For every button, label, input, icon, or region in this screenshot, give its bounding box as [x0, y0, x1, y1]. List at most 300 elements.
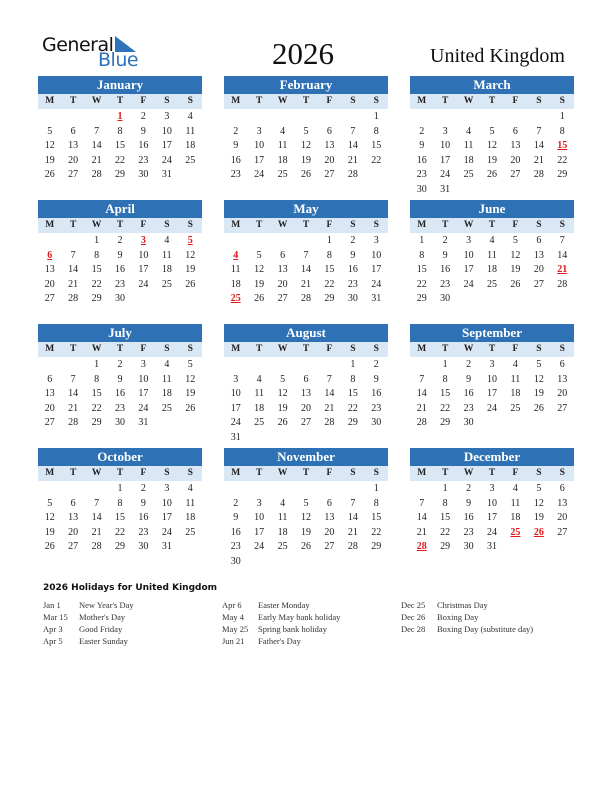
weekday-label: T — [488, 344, 496, 354]
weekday-label: F — [326, 468, 333, 478]
date-cell: 1 — [373, 483, 379, 494]
weekday-label: T — [488, 96, 496, 106]
holiday-column — [43, 599, 134, 647]
date-cell: 4 — [256, 373, 262, 385]
weekday-header-row — [38, 466, 202, 481]
date-cell: 1 — [419, 235, 425, 246]
month-title: February — [224, 76, 388, 94]
weekday-label: T — [302, 96, 310, 106]
empty-cell — [224, 482, 247, 497]
weekday-label: S — [559, 96, 565, 106]
date-cell: 8 — [373, 125, 379, 137]
weekday-label: S — [559, 468, 565, 478]
date-cell: 15 — [114, 512, 125, 523]
weekday-label: W — [91, 344, 102, 354]
date-cell: 18 — [185, 512, 196, 523]
date-cell: 27 — [533, 278, 544, 290]
weekday-label: F — [140, 344, 147, 354]
empty-cell — [38, 358, 61, 373]
date-cell: 17 — [254, 526, 265, 538]
month-april — [38, 200, 202, 307]
weekday-label: F — [326, 96, 333, 106]
date-cell: 19 — [277, 402, 288, 414]
date-cell: 30 — [138, 169, 149, 180]
date-cell: 3 — [489, 359, 495, 370]
weekday-header-row — [410, 94, 574, 109]
date-cell: 1 — [442, 483, 448, 494]
date-cell: 20 — [300, 402, 311, 414]
empty-cell — [294, 358, 317, 373]
date-cell: 4 — [164, 359, 170, 370]
date-cell: 15 — [324, 264, 335, 275]
date-cell: 11 — [230, 264, 241, 275]
holiday-entry — [401, 611, 533, 623]
date-cell: 3 — [233, 373, 239, 385]
date-cell: 8 — [442, 373, 448, 385]
date-cell: 11 — [254, 388, 264, 399]
date-cell: 13 — [277, 264, 288, 275]
date-cell: 31 — [138, 417, 149, 428]
date-cell: 10 — [486, 497, 497, 509]
date-cell: 21 — [324, 402, 335, 414]
holiday-name: Easter Sunday — [79, 636, 128, 646]
date-cell: 24 — [230, 417, 241, 428]
date-cell: 14 — [533, 140, 544, 151]
date-cell: 27 — [300, 417, 311, 428]
weekday-label: T — [302, 344, 310, 354]
empty-cell — [294, 234, 317, 249]
weekday-label: T — [255, 344, 263, 354]
weekday-label: S — [559, 344, 565, 354]
date-cell: 5 — [280, 373, 286, 385]
date-cell: 16 — [371, 388, 382, 399]
date-cell: 3 — [466, 235, 472, 246]
date-cell: 8 — [350, 373, 356, 385]
date-cell: 24 — [254, 541, 265, 552]
date-cell: 21 — [91, 526, 102, 538]
date-cell: 29 — [347, 417, 358, 428]
date-cell: 25 — [510, 402, 521, 414]
holiday-entry — [222, 599, 340, 611]
empty-cell — [294, 482, 317, 497]
date-cell: 8 — [373, 497, 379, 509]
date-cell: 2 — [442, 235, 448, 246]
date-cell: 22 — [324, 278, 335, 290]
holiday-name: Good Friday — [79, 624, 123, 634]
day-grid — [38, 234, 202, 307]
weekday-label: S — [187, 96, 193, 106]
date-cell: 10 — [463, 249, 474, 261]
holiday-name: New Year's Day — [79, 600, 134, 610]
date-cell: 16 — [230, 154, 241, 166]
weekday-label: T — [116, 220, 124, 230]
weekday-label: M — [45, 96, 55, 106]
logo-text-blue: Blue — [98, 49, 139, 71]
date-cell: 3 — [373, 235, 379, 246]
generalblue-logo — [42, 34, 152, 70]
weekday-label: S — [350, 96, 356, 106]
date-cell: 24 — [486, 526, 497, 538]
date-cell: 22 — [91, 402, 102, 414]
month-title: December — [410, 448, 574, 466]
date-cell: 27 — [68, 541, 79, 552]
date-cell: 30 — [371, 417, 382, 428]
date-cell: 29 — [557, 169, 568, 180]
date-cell: 12 — [44, 140, 55, 151]
date-cell: 8 — [419, 249, 425, 261]
day-grid — [38, 358, 202, 431]
date-cell: 9 — [373, 373, 379, 385]
date-cell: 15 — [440, 388, 451, 399]
holiday-date: 4 — [233, 249, 239, 261]
date-cell: 23 — [371, 402, 382, 414]
holiday-date: 5 — [187, 235, 193, 246]
date-cell: 4 — [280, 497, 286, 509]
date-cell: 27 — [510, 169, 521, 180]
date-cell: 13 — [300, 388, 311, 399]
day-grid — [38, 482, 202, 555]
date-cell: 7 — [326, 373, 332, 385]
holiday-date: 25 — [230, 293, 241, 304]
weekday-label: S — [350, 468, 356, 478]
empty-cell — [341, 110, 364, 125]
holiday-date-label: May 4 — [222, 612, 244, 622]
date-cell: 31 — [486, 541, 497, 552]
empty-cell — [410, 110, 433, 125]
date-cell: 9 — [419, 140, 425, 151]
weekday-label: W — [277, 344, 288, 354]
holiday-date: 25 — [510, 526, 521, 538]
weekday-label: W — [463, 220, 474, 230]
date-cell: 29 — [91, 417, 102, 428]
date-cell: 20 — [277, 278, 288, 290]
date-cell: 10 — [138, 249, 149, 261]
date-cell: 18 — [230, 278, 241, 290]
date-cell: 5 — [536, 359, 542, 370]
date-cell: 9 — [350, 249, 356, 261]
day-grid — [410, 358, 574, 431]
empty-cell — [341, 482, 364, 497]
date-cell: 12 — [254, 264, 265, 275]
date-cell: 9 — [117, 373, 123, 385]
date-cell: 21 — [68, 402, 79, 414]
month-september — [410, 324, 574, 431]
date-cell: 5 — [512, 235, 518, 246]
date-cell: 11 — [277, 512, 288, 523]
date-cell: 27 — [557, 526, 568, 538]
month-title: April — [38, 200, 202, 218]
holiday-name: Easter Monday — [258, 600, 310, 610]
weekday-label: W — [277, 220, 288, 230]
weekday-label: T — [255, 220, 263, 230]
date-cell: 30 — [230, 555, 241, 567]
date-cell: 28 — [347, 541, 358, 552]
date-cell: 14 — [416, 512, 427, 523]
date-cell: 16 — [463, 512, 474, 523]
date-cell: 4 — [187, 483, 193, 494]
date-cell: 5 — [303, 497, 309, 509]
weekday-label: F — [140, 468, 147, 478]
date-cell: 28 — [91, 169, 102, 180]
date-cell: 16 — [114, 264, 125, 275]
weekday-label: S — [164, 96, 170, 106]
date-cell: 7 — [350, 125, 356, 137]
date-cell: 17 — [161, 512, 172, 523]
date-cell: 20 — [557, 388, 568, 399]
date-cell: 10 — [371, 249, 382, 261]
date-cell: 27 — [44, 293, 55, 304]
weekday-label: M — [417, 344, 427, 354]
weekday-label: S — [164, 344, 170, 354]
date-cell: 20 — [44, 402, 55, 414]
weekday-label: T — [69, 468, 77, 478]
date-cell: 12 — [277, 388, 288, 399]
date-cell: 5 — [47, 497, 53, 509]
date-cell: 26 — [510, 278, 521, 290]
date-cell: 24 — [440, 169, 451, 180]
month-title: November — [224, 448, 388, 466]
holiday-date: 28 — [416, 541, 427, 552]
empty-cell — [271, 358, 294, 373]
empty-cell — [457, 110, 480, 125]
date-cell: 23 — [347, 278, 358, 290]
day-grid — [224, 110, 388, 183]
date-cell: 23 — [138, 154, 149, 166]
date-cell: 18 — [161, 264, 172, 275]
empty-cell — [527, 110, 550, 125]
date-cell: 17 — [254, 154, 265, 166]
date-cell: 18 — [254, 402, 265, 414]
weekday-label: W — [91, 220, 102, 230]
holiday-date: 15 — [557, 140, 568, 151]
holiday-name: Early May bank holiday — [258, 612, 341, 622]
holiday-date: 1 — [117, 111, 123, 122]
date-cell: 6 — [512, 125, 518, 137]
weekday-label: W — [463, 468, 474, 478]
holiday-name: Father's Day — [258, 636, 301, 646]
date-cell: 29 — [440, 417, 451, 428]
date-cell: 19 — [533, 512, 544, 523]
weekday-label: T — [116, 96, 124, 106]
month-august — [224, 324, 388, 445]
date-cell: 28 — [416, 417, 427, 428]
date-cell: 4 — [164, 235, 170, 246]
date-cell: 30 — [416, 183, 427, 195]
date-cell: 4 — [280, 125, 286, 137]
date-cell: 13 — [533, 249, 544, 261]
date-cell: 17 — [371, 264, 382, 275]
holiday-entry — [43, 623, 134, 635]
date-cell: 1 — [326, 235, 332, 246]
date-cell: 29 — [91, 293, 102, 304]
date-cell: 9 — [466, 373, 472, 385]
date-cell: 26 — [44, 541, 55, 552]
date-cell: 29 — [416, 293, 427, 304]
date-cell: 17 — [486, 512, 497, 523]
holiday-date-label: Apr 3 — [43, 624, 63, 634]
date-cell: 23 — [114, 278, 125, 290]
weekday-label: T — [69, 344, 77, 354]
date-cell: 19 — [533, 388, 544, 399]
date-cell: 1 — [94, 235, 100, 246]
date-cell: 12 — [510, 249, 521, 261]
date-cell: 21 — [347, 154, 358, 166]
date-cell: 23 — [463, 526, 474, 538]
holiday-date: 21 — [557, 264, 568, 275]
date-cell: 6 — [70, 125, 76, 137]
weekday-label: F — [326, 220, 333, 230]
date-cell: 30 — [463, 541, 474, 552]
weekday-label: S — [164, 468, 170, 478]
month-title: March — [410, 76, 574, 94]
empty-cell — [224, 110, 247, 125]
date-cell: 20 — [324, 154, 335, 166]
date-cell: 13 — [324, 512, 335, 523]
holiday-date-label: Dec 25 — [401, 600, 426, 610]
date-cell: 1 — [373, 111, 379, 122]
empty-cell — [318, 110, 341, 125]
date-cell: 7 — [94, 125, 100, 137]
date-cell: 28 — [300, 293, 311, 304]
date-cell: 2 — [140, 483, 146, 494]
date-cell: 23 — [138, 526, 149, 538]
weekday-label: M — [231, 344, 241, 354]
date-cell: 8 — [117, 125, 123, 137]
empty-cell — [410, 482, 433, 497]
weekday-header-row — [224, 94, 388, 109]
empty-cell — [271, 110, 294, 125]
date-cell: 2 — [373, 359, 379, 370]
weekday-label: M — [45, 468, 55, 478]
weekday-label: T — [69, 220, 77, 230]
holiday-entry — [222, 635, 340, 647]
date-cell: 29 — [114, 541, 125, 552]
date-cell: 24 — [371, 278, 382, 290]
date-cell: 12 — [300, 512, 311, 523]
holiday-date-label: Apr 5 — [43, 636, 63, 646]
weekday-header-row — [38, 218, 202, 233]
date-cell: 14 — [68, 388, 79, 399]
date-cell: 25 — [277, 541, 288, 552]
date-cell: 31 — [440, 183, 451, 195]
date-cell: 21 — [347, 526, 358, 538]
date-cell: 19 — [510, 264, 521, 275]
date-cell: 3 — [489, 483, 495, 494]
weekday-header-row — [224, 466, 388, 481]
month-title: August — [224, 324, 388, 342]
date-cell: 7 — [70, 249, 76, 261]
empty-cell — [247, 482, 270, 497]
date-cell: 19 — [254, 278, 265, 290]
holiday-column — [401, 599, 533, 635]
date-cell: 4 — [187, 111, 193, 122]
date-cell: 28 — [557, 278, 568, 290]
date-cell: 27 — [324, 541, 335, 552]
date-cell: 26 — [486, 169, 497, 180]
calendar-year: 2026 — [272, 36, 334, 71]
weekday-label: F — [512, 220, 519, 230]
date-cell: 20 — [533, 264, 544, 275]
date-cell: 22 — [440, 526, 451, 538]
date-cell: 17 — [138, 388, 149, 399]
weekday-label: M — [231, 96, 241, 106]
date-cell: 26 — [533, 402, 544, 414]
month-title: May — [224, 200, 388, 218]
empty-cell — [38, 234, 61, 249]
empty-cell — [318, 358, 341, 373]
month-march — [410, 76, 574, 197]
weekday-label: W — [277, 468, 288, 478]
weekday-label: T — [302, 468, 310, 478]
date-cell: 21 — [533, 154, 544, 166]
date-cell: 25 — [463, 169, 474, 180]
date-cell: 18 — [161, 388, 172, 399]
date-cell: 20 — [68, 154, 79, 166]
date-cell: 2 — [233, 497, 239, 509]
empty-cell — [38, 482, 61, 497]
date-cell: 1 — [350, 359, 356, 370]
weekday-label: T — [69, 96, 77, 106]
weekday-label: T — [441, 468, 449, 478]
date-cell: 15 — [114, 140, 125, 151]
date-cell: 6 — [536, 235, 542, 246]
holiday-entry — [222, 623, 340, 635]
date-cell: 8 — [94, 249, 100, 261]
date-cell: 16 — [230, 526, 241, 538]
date-cell: 7 — [94, 497, 100, 509]
weekday-label: S — [350, 344, 356, 354]
date-cell: 11 — [162, 373, 172, 385]
month-june — [410, 200, 574, 307]
date-cell: 19 — [300, 154, 311, 166]
date-cell: 17 — [161, 140, 172, 151]
month-may — [224, 200, 388, 307]
weekday-label: F — [326, 344, 333, 354]
date-cell: 11 — [510, 497, 521, 509]
holiday-name: Christmas Day — [437, 600, 488, 610]
date-cell: 16 — [416, 154, 427, 166]
date-cell: 5 — [47, 125, 53, 137]
weekday-label: M — [417, 468, 427, 478]
empty-cell — [247, 358, 270, 373]
weekday-label: T — [441, 220, 449, 230]
date-cell: 28 — [347, 169, 358, 180]
date-cell: 8 — [117, 497, 123, 509]
date-cell: 6 — [559, 359, 565, 370]
date-cell: 13 — [44, 264, 55, 275]
day-grid — [410, 482, 574, 555]
weekday-label: S — [350, 220, 356, 230]
date-cell: 22 — [416, 278, 427, 290]
date-cell: 20 — [324, 526, 335, 538]
date-cell: 8 — [559, 125, 565, 137]
date-cell: 20 — [510, 154, 521, 166]
date-cell: 10 — [254, 512, 265, 523]
holiday-name: Mother's Day — [79, 612, 126, 622]
empty-cell — [85, 110, 108, 125]
date-cell: 25 — [161, 278, 172, 290]
date-cell: 7 — [303, 249, 309, 261]
date-cell: 28 — [68, 417, 79, 428]
date-cell: 14 — [416, 388, 427, 399]
date-cell: 23 — [440, 278, 451, 290]
date-cell: 29 — [440, 541, 451, 552]
date-cell: 2 — [350, 235, 356, 246]
weekday-label: T — [441, 344, 449, 354]
empty-cell — [247, 110, 270, 125]
date-cell: 20 — [557, 512, 568, 523]
date-cell: 7 — [559, 235, 565, 246]
